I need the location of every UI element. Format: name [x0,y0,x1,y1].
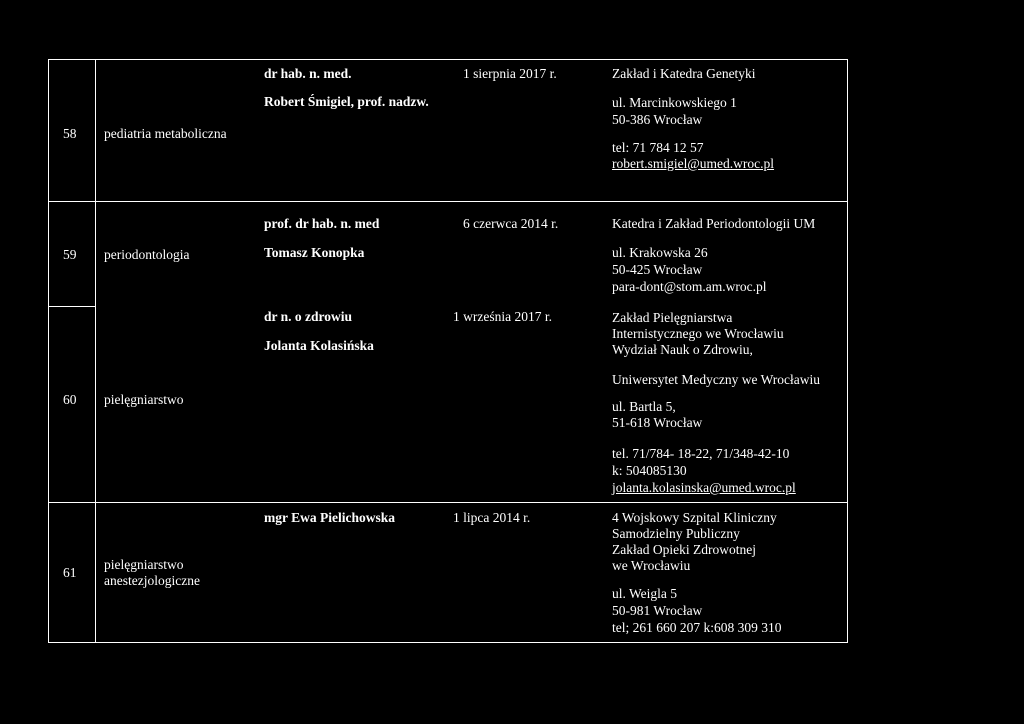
row-60-date: 1 września 2017 r. [453,309,552,324]
row-60-street: ul. Bartla 5, [612,399,676,414]
row-59-name: Tomasz Konopka [264,245,365,260]
row-61-number: 61 [63,565,77,580]
row-60-email[interactable]: jolanta.kolasinska@umed.wroc.pl [612,480,796,495]
row-59-title: prof. dr hab. n. med [264,216,380,231]
table-border-right [847,59,848,643]
row-59-number: 59 [63,247,77,262]
specialists-table [48,59,848,643]
row-60-institution-line4: Uniwersytet Medyczny we Wrocławiu [612,372,821,387]
row-59-date: 6 czerwca 2014 r. [463,216,559,231]
row-61-date: 1 lipca 2014 r. [453,510,531,525]
row-divider-59 [48,306,96,307]
row-divider-60 [48,502,848,503]
row-divider-58 [48,201,848,202]
row-60-number: 60 [63,392,77,407]
row-60-city: 51-618 Wrocław [612,415,703,430]
row-58-title: dr hab. n. med. [264,66,352,81]
row-60-title: dr n. o zdrowiu [264,309,353,324]
row-61-phone: tel; 261 660 207 k:608 309 310 [612,620,782,635]
row-58-number: 58 [63,126,77,141]
row-61-specialty-line1: pielęgniarstwo [104,557,184,572]
row-59-email: para-dont@stom.am.wroc.pl [612,279,767,294]
row-59-specialty: periodontologia [104,247,190,262]
row-60-name: Jolanta Kolasińska [264,338,374,353]
row-60-institution-line2: Internistycznego we Wrocławiu [612,326,784,341]
row-60-mobile: k: 504085130 [612,463,687,478]
row-60-specialty: pielęgniarstwo [104,392,184,407]
row-61-city: 50-981 Wrocław [612,603,703,618]
row-58-specialty: pediatria metaboliczna [104,126,227,141]
row-58-name: Robert Śmigiel, prof. nadzw. [264,94,429,109]
row-59-city: 50-425 Wrocław [612,262,703,277]
table-border-left [48,59,49,643]
row-58-institution: Zakład i Katedra Genetyki [612,66,756,81]
column-divider-num [95,59,96,643]
row-58-date: 1 sierpnia 2017 r. [463,66,557,81]
row-61-name: mgr Ewa Pielichowska [264,510,395,525]
row-61-institution-line1: 4 Wojskowy Szpital Kliniczny [612,510,777,525]
row-58-phone: tel: 71 784 12 57 [612,140,704,155]
table-border-top [48,59,848,60]
table-border-bottom [48,642,848,643]
row-59-street: ul. Krakowska 26 [612,245,708,260]
row-59-institution: Katedra i Zakład Periodontologii UM [612,216,816,231]
row-58-city: 50-386 Wrocław [612,112,703,127]
row-60-institution-line3: Wydział Nauk o Zdrowiu, [612,342,753,357]
row-61-institution-line4: we Wrocławiu [612,558,691,573]
row-60-institution-line1: Zakład Pielęgniarstwa [612,310,733,325]
row-58-street: ul. Marcinkowskiego 1 [612,95,737,110]
row-61-street: ul. Weigla 5 [612,586,678,601]
row-60-phone: tel. 71/784- 18-22, 71/348-42-10 [612,446,790,461]
row-61-institution-line2: Samodzielny Publiczny [612,526,740,541]
row-61-specialty-line2: anestezjologiczne [104,573,200,588]
row-61-institution-line3: Zakład Opieki Zdrowotnej [612,542,756,557]
row-58-email[interactable]: robert.smigiel@umed.wroc.pl [612,156,775,171]
